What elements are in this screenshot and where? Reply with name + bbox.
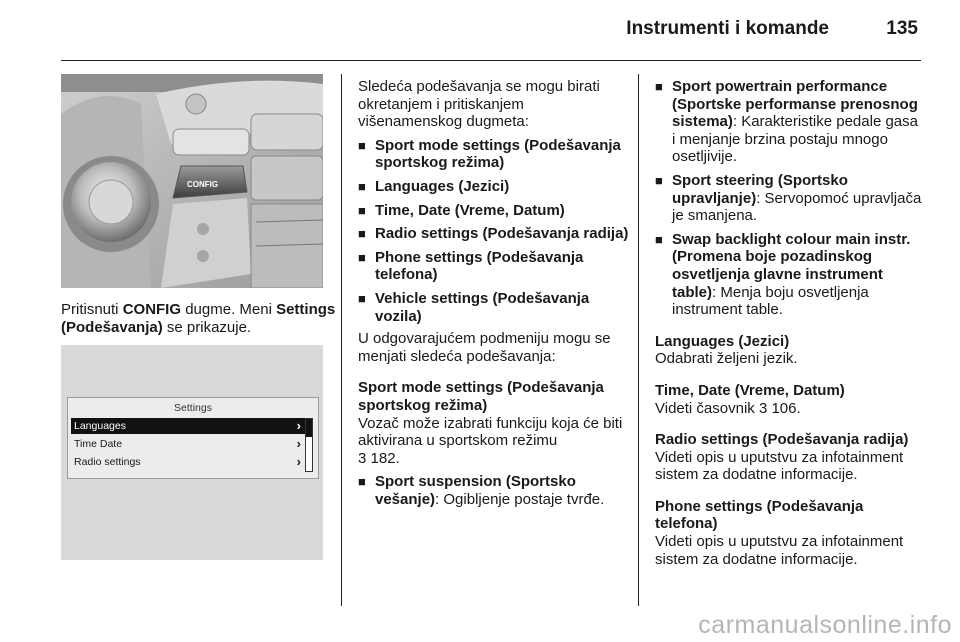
- intro-paragraph: Sledeća podešavanja se mogu birati okretanjem i pritiskanjem višenamenskog dugmeta:: [358, 78, 600, 131]
- phone-settings-heading: Phone settings (Podešavanja telefona): [655, 497, 864, 533]
- bullet-item: ■ Phone settings (Podešavanja telefona): [358, 249, 630, 284]
- settings-display: [67, 397, 319, 479]
- chevron-right-icon: ›: [296, 418, 301, 433]
- time-date-text: Videti časovnik 3 106.: [655, 399, 801, 417]
- bullet-item: ■ Sport mode settings (Podešavanja sportskog režima): [358, 137, 630, 172]
- display-scrollbar: [305, 418, 313, 472]
- bullet-item: ■ Time, Date (Vreme, Datum): [358, 202, 630, 220]
- suspension-item: ■ Sport suspension (Sportsko vešanje): Ogibljenje postaje tvrđe.: [358, 473, 630, 508]
- config-button-label: CONFIG: [187, 180, 219, 189]
- bullet-item: ■ Languages (Jezici): [358, 178, 630, 196]
- config-button-photo: [61, 74, 323, 288]
- bullet-item: ■ Vehicle settings (Podešavanja vozila): [358, 290, 630, 325]
- page-ref: 182.: [370, 449, 400, 467]
- display-item-time-date: [71, 436, 305, 452]
- page-ref-arrow-icon: 3: [358, 449, 367, 467]
- languages-text: Odabrati željeni jezik.: [655, 350, 798, 368]
- settings-bullet-list: [358, 137, 630, 325]
- caption-pre: Pritisnuti: [61, 301, 123, 318]
- header-title: Instrumenti i komande: [626, 18, 829, 39]
- display-item-label: Radio settings: [74, 456, 141, 468]
- sport-option-item: ■ Swap backlight colour main instr. (Promena boje pozadinskog osvetljenja glavne instrument table): Menja boju osvetljenja instrument table.: [655, 231, 925, 319]
- radio-settings-text: Videti opis u uputstvu za infotainment sistem za dodatne informacije.: [655, 448, 904, 484]
- display-item-label: Time Date: [74, 438, 123, 450]
- caption-settings: Settings (Podešavanja): [61, 301, 336, 336]
- display-item-label: Languages: [74, 420, 126, 432]
- caption-config: CONFIG: [122, 301, 182, 318]
- radio-settings-heading: Radio settings (Podešavanja radija): [655, 431, 909, 449]
- left-caption: [61, 301, 336, 336]
- console-illustration: [61, 74, 323, 288]
- page-ref-arrow-icon: 3: [758, 399, 768, 417]
- column-divider-2: [638, 74, 639, 606]
- time-date-heading: Time, Date (Vreme, Datum): [655, 381, 845, 399]
- header-rule: [61, 60, 921, 61]
- caption-mid: dugme. Meni: [181, 301, 277, 318]
- display-title: Settings: [174, 402, 212, 414]
- sport-mode-heading: Sport mode settings (Podešavanja sportskog režima): [358, 379, 604, 414]
- watermark: carmanualsonline.info: [698, 611, 952, 639]
- phone-settings-text: Videti opis u uputstvu za infotainment sistem za dodatne informacije.: [655, 533, 904, 568]
- display-item-languages: [71, 418, 305, 434]
- bullet-item: ■ Radio settings (Podešavanja radija): [358, 225, 630, 243]
- submenu-paragraph: U odgovarajućem podmeniju mogu se menjati sledeća podešavanja:: [358, 330, 611, 365]
- page-ref: 106.: [771, 399, 801, 417]
- settings-display-photo: [61, 345, 323, 560]
- caption-post: se prikazuje.: [162, 318, 252, 336]
- column-divider-1: [341, 74, 342, 606]
- page-number: 135: [886, 18, 918, 39]
- middle-column: [358, 78, 630, 508]
- sport-option-item: ■ Sport powertrain performance (Sportske performanse prenosnog sistema): Karakteristike pedale gasa i menjanje brzina postaju mnogo osetljivije.: [655, 78, 925, 166]
- languages-heading: Languages (Jezici): [655, 332, 790, 350]
- sport-mode-text: Vozač može izabrati funkciju koja će biti aktivirana u sportskom režimu 3 182.: [358, 414, 623, 467]
- sport-option-item: ■ Sport steering (Sportsko upravljanje): Servopomoć upravljača je smanjena.: [655, 172, 925, 225]
- right-column: [655, 78, 925, 568]
- display-item-radio-settings: [71, 454, 305, 470]
- chevron-right-icon: ›: [296, 436, 301, 451]
- chevron-right-icon: ›: [296, 454, 301, 469]
